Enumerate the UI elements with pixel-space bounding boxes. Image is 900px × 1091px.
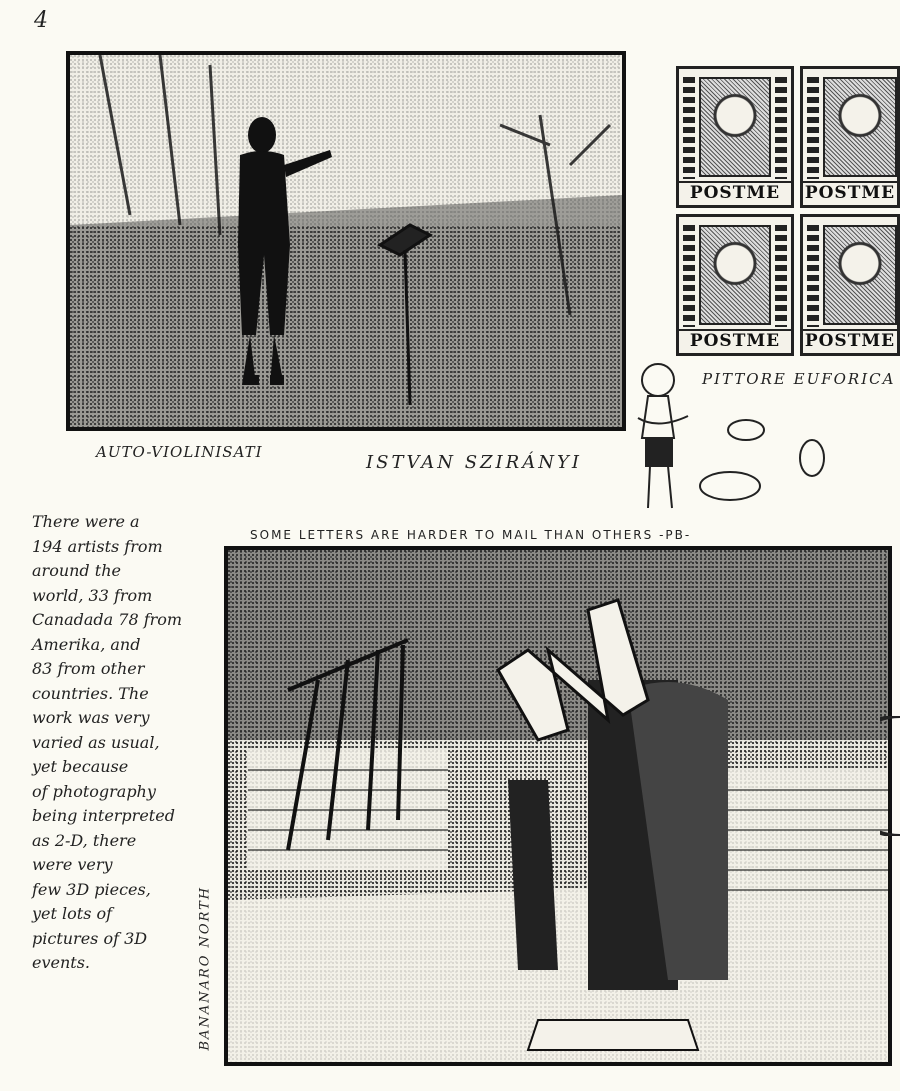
note-line: around the — [32, 561, 121, 580]
seal-fragment — [880, 716, 900, 836]
note-line: world, 33 from — [32, 585, 153, 605]
photographer-portrait — [823, 77, 897, 177]
note-line: work was very — [32, 708, 150, 727]
stamp-label: POSTME — [679, 329, 791, 351]
mailbox-photo — [224, 546, 892, 1066]
note-line: Canadada 78 from — [32, 610, 183, 629]
boy-and-sheep-drawing — [628, 358, 828, 528]
violinist-photo — [66, 51, 626, 431]
stamp-label: POSTME — [804, 183, 896, 203]
mailbox-photo-drawing — [228, 550, 888, 1062]
note-line: pictures of 3D — [32, 928, 148, 948]
violinist-photo-drawing — [70, 55, 622, 427]
note-line: events. — [32, 953, 91, 972]
postme-stamp-4 — [800, 214, 900, 356]
handwritten-notes — [32, 510, 222, 976]
postme-stamp-1 — [676, 66, 794, 208]
note-line: yet lots of — [32, 904, 113, 923]
postme-stamp-3 — [676, 214, 794, 356]
note-line: There were a — [32, 512, 140, 531]
photographer-portrait — [699, 77, 771, 177]
stamps-credit: PITTORE EUFORICA — [702, 370, 896, 388]
postme-stamp-2 — [800, 66, 900, 208]
violin-caption-artist: ISTVAN SZIRÁNYI — [366, 452, 582, 473]
note-line: being interpreted — [32, 806, 175, 825]
note-line: 83 from other — [32, 659, 145, 678]
note-line: were very — [32, 855, 113, 874]
note-line: countries. The — [32, 683, 149, 703]
mailbox-side-credit: BANANARO NORTH — [197, 885, 213, 1051]
page-number: 4 — [34, 8, 48, 33]
note-line: few 3D pieces, — [32, 879, 151, 899]
photographer-portrait — [699, 225, 771, 325]
mailbox-caption: SOME LETTERS ARE HARDER TO MAIL THAN OTHERS -PB- — [250, 528, 692, 542]
note-line: as 2-D, there — [32, 830, 137, 850]
photographer-portrait — [823, 225, 897, 325]
note-line: of photography — [32, 781, 156, 801]
note-line: yet because — [32, 757, 129, 776]
note-line: 194 artists from — [32, 536, 163, 556]
note-line: Amerika, and — [32, 634, 141, 654]
stamp-label: POSTME — [679, 181, 791, 203]
note-line: varied as usual, — [32, 732, 160, 752]
violin-caption-left: AUTO-VIOLINISATI — [96, 443, 263, 461]
stamp-label: POSTME — [804, 331, 896, 351]
